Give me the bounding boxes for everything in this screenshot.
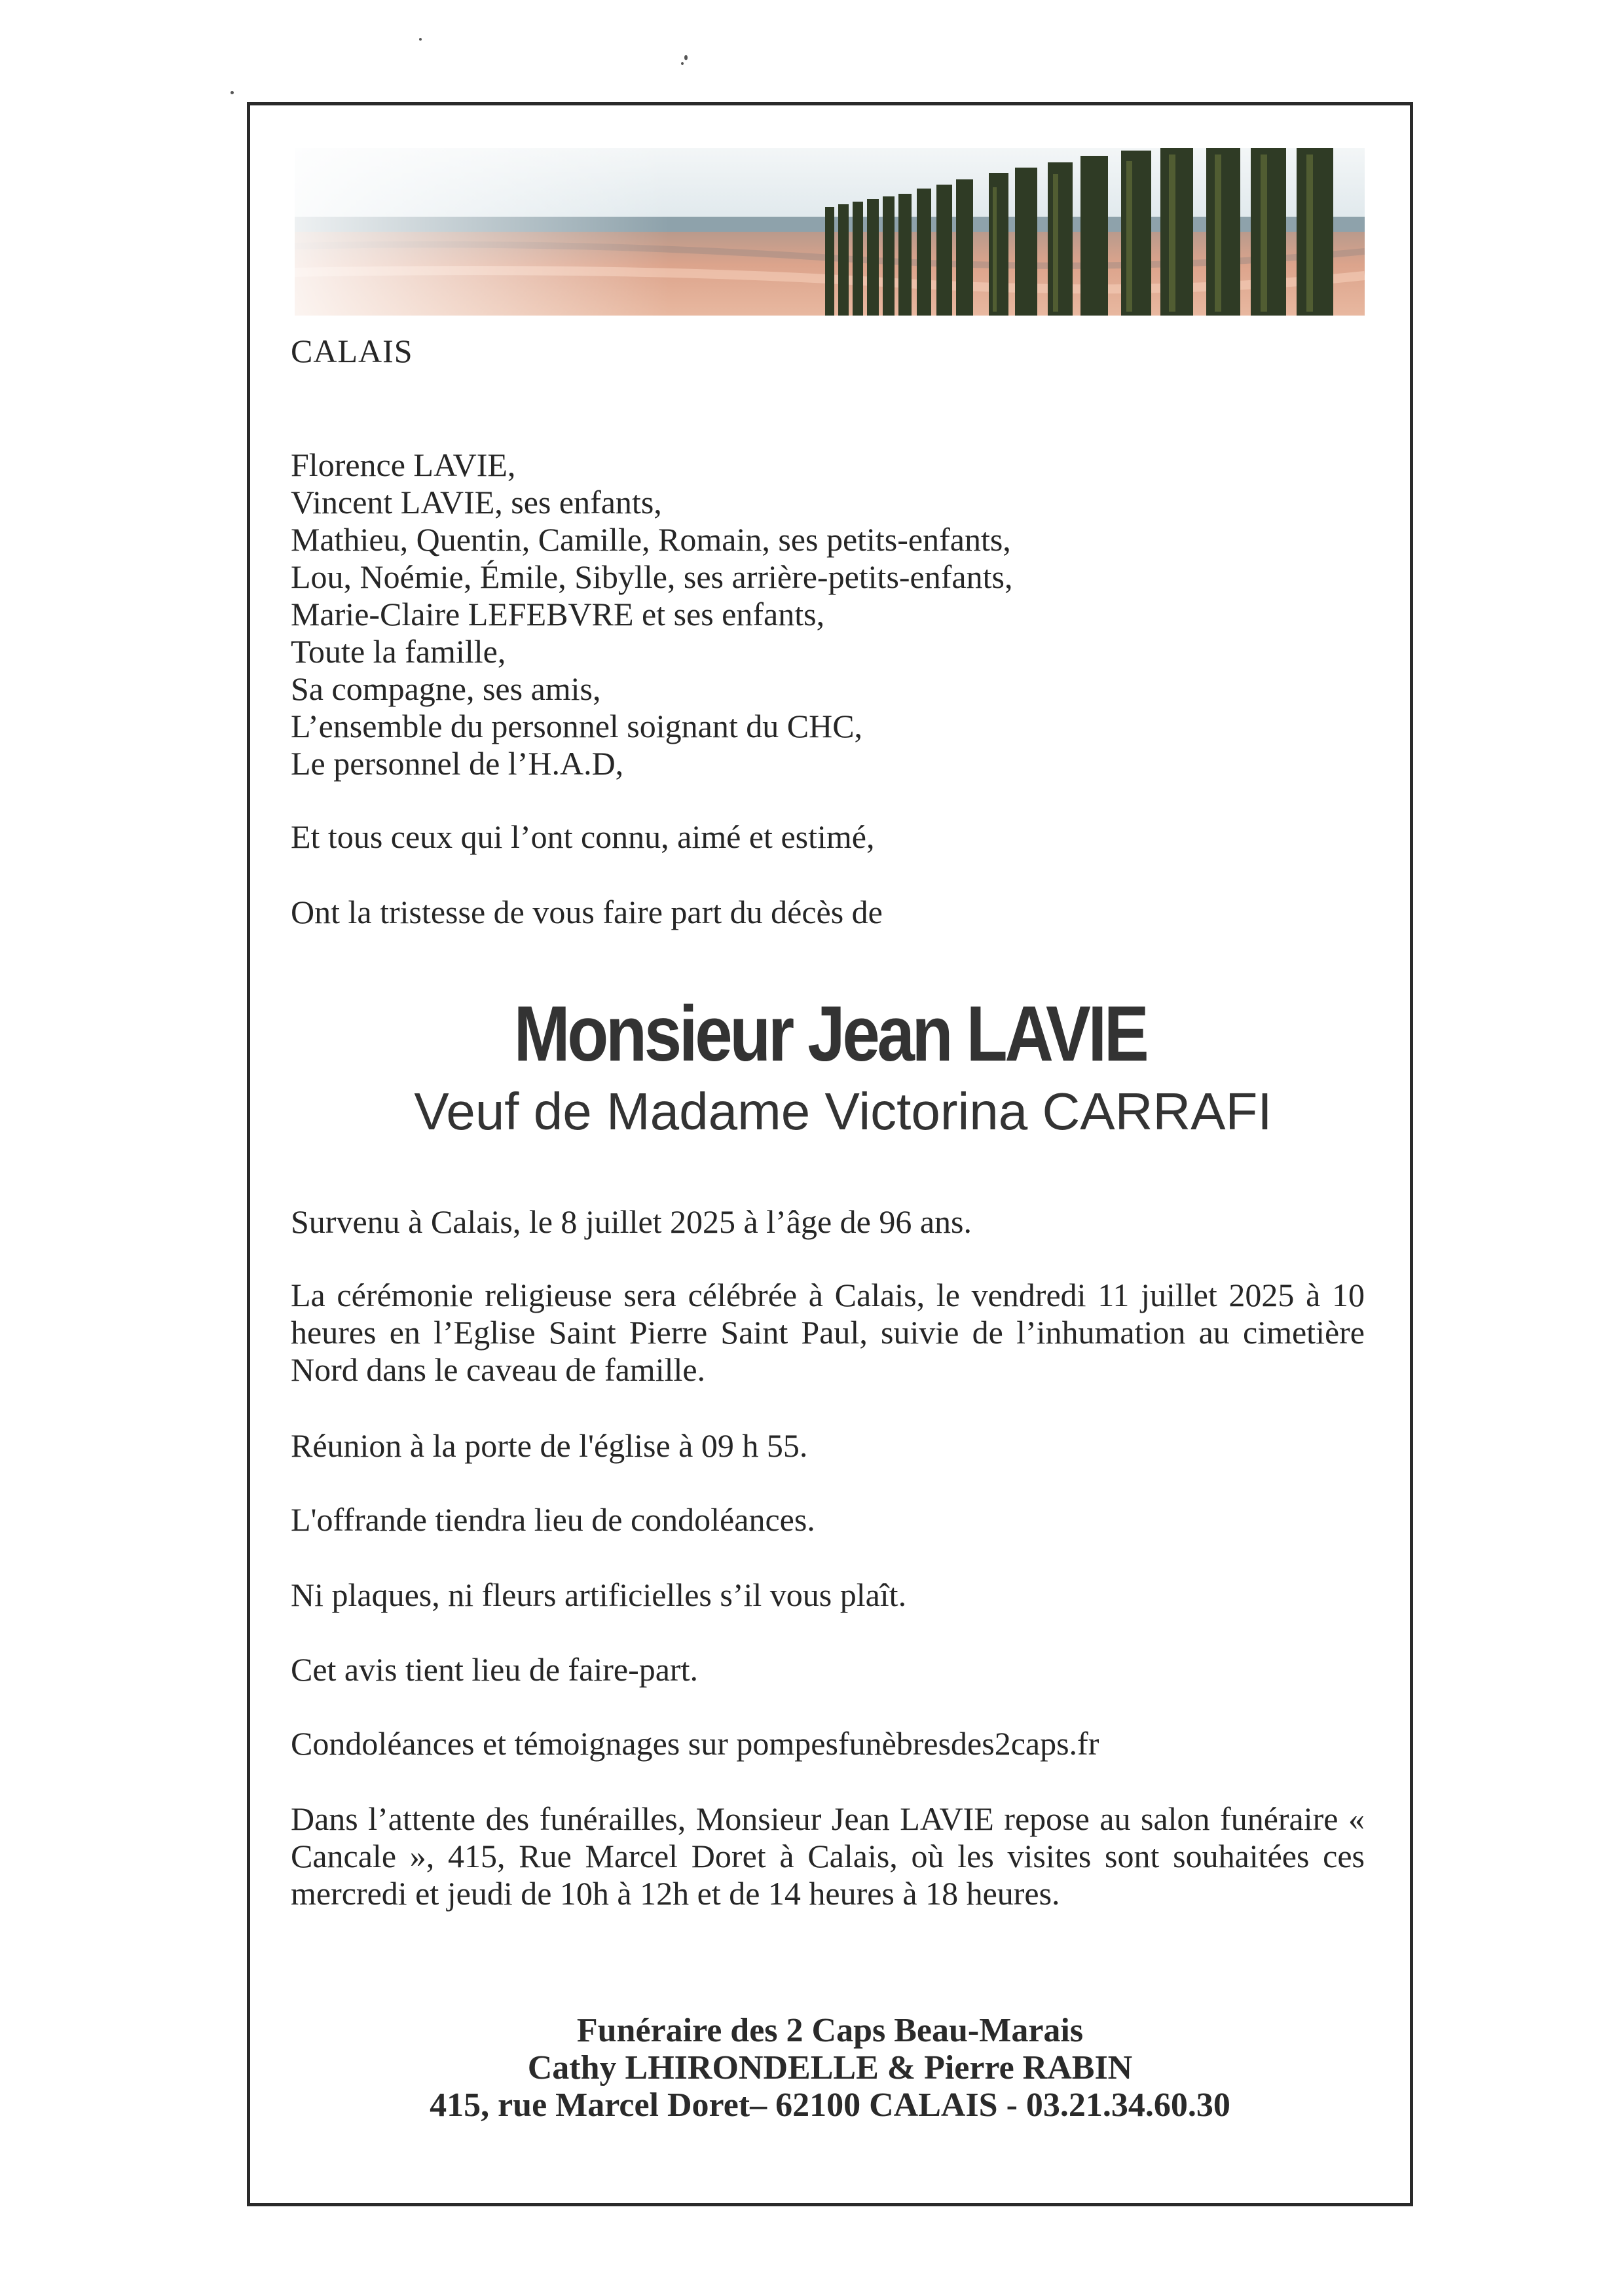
city-header: CALAIS — [291, 333, 413, 369]
directors-line: Cathy LHIRONDELLE & Pierre RABIN — [527, 2049, 1133, 2086]
family-line: Mathieu, Quentin, Camille, Romain, ses petits-enfants, — [291, 521, 1011, 558]
ceremony-details: La cérémonie religieuse sera célébrée à Calais, le vendredi 11 juillet 2025 à 10 heures en l’Eglise Saint Pierre Saint Paul, suivie de l’inhumation au cimetière Nord dans le caveau de famille. — [291, 1277, 1365, 1388]
family-line: Toute la famille, — [291, 633, 506, 670]
condolences-note: Condoléances et témoignages sur pompesfunèbresdes2caps.fr — [291, 1725, 1099, 1762]
notice-note: Cet avis tient lieu de faire-part. — [291, 1651, 698, 1688]
scan-speck — [231, 91, 234, 94]
widow-of-line: Veuf de Madame Victorina CARRAFI — [414, 1082, 1272, 1140]
meeting-details: Réunion à la porte de l'église à 09 h 55. — [291, 1427, 808, 1464]
family-line: Marie-Claire LEFEBVRE et ses enfants, — [291, 596, 825, 632]
beach-posts-illustration — [295, 148, 1365, 316]
offering-note: L'offrande tiendra lieu de condoléances. — [291, 1501, 815, 1538]
flowers-note: Ni plaques, ni fleurs artificielles s’il vous plaît. — [291, 1576, 907, 1613]
company-name: Funéraire des 2 Caps Beau-Marais — [576, 2012, 1084, 2049]
family-line: Le personnel de l’H.A.D, — [291, 745, 624, 782]
announce-line: Ont la tristesse de vous faire part du décès de — [291, 894, 883, 930]
family-line: Lou, Noémie, Émile, Sibylle, ses arrière-petits-enfants, — [291, 558, 1013, 595]
family-list — [291, 446, 1365, 782]
family-line: Florence LAVIE, — [291, 446, 516, 483]
family-line: Sa compagne, ses amis, — [291, 670, 601, 707]
visits-details: Dans l’attente des funérailles, Monsieur Jean LAVIE repose au salon funéraire « Cancale », 415, Rue Marcel Doret à Calais, où les visites sont souhaitées ces mercredi et jeudi de 10h à 12h et de 14 heures à 18 heures. — [291, 1800, 1365, 1912]
known-line: Et tous ceux qui l’ont connu, aimé et estimé, — [291, 818, 875, 855]
funeral-home-footer — [247, 2012, 1413, 2124]
contact-line: 415, rue Marcel Doret– 62100 CALAIS - 03.21.34.60.30 — [430, 2086, 1230, 2124]
death-details: Survenu à Calais, le 8 juillet 2025 à l’âge de 96 ans. — [291, 1203, 972, 1240]
beach-banner-image — [295, 148, 1365, 316]
scan-speck — [681, 62, 684, 65]
deceased-name: Monsieur Jean LAVIE — [513, 990, 1147, 1078]
family-line: L’ensemble du personnel soignant du CHC, — [291, 708, 863, 744]
scan-speck — [419, 38, 422, 41]
scan-speck — [684, 55, 688, 60]
family-line: Vincent LAVIE, ses enfants, — [291, 484, 662, 520]
